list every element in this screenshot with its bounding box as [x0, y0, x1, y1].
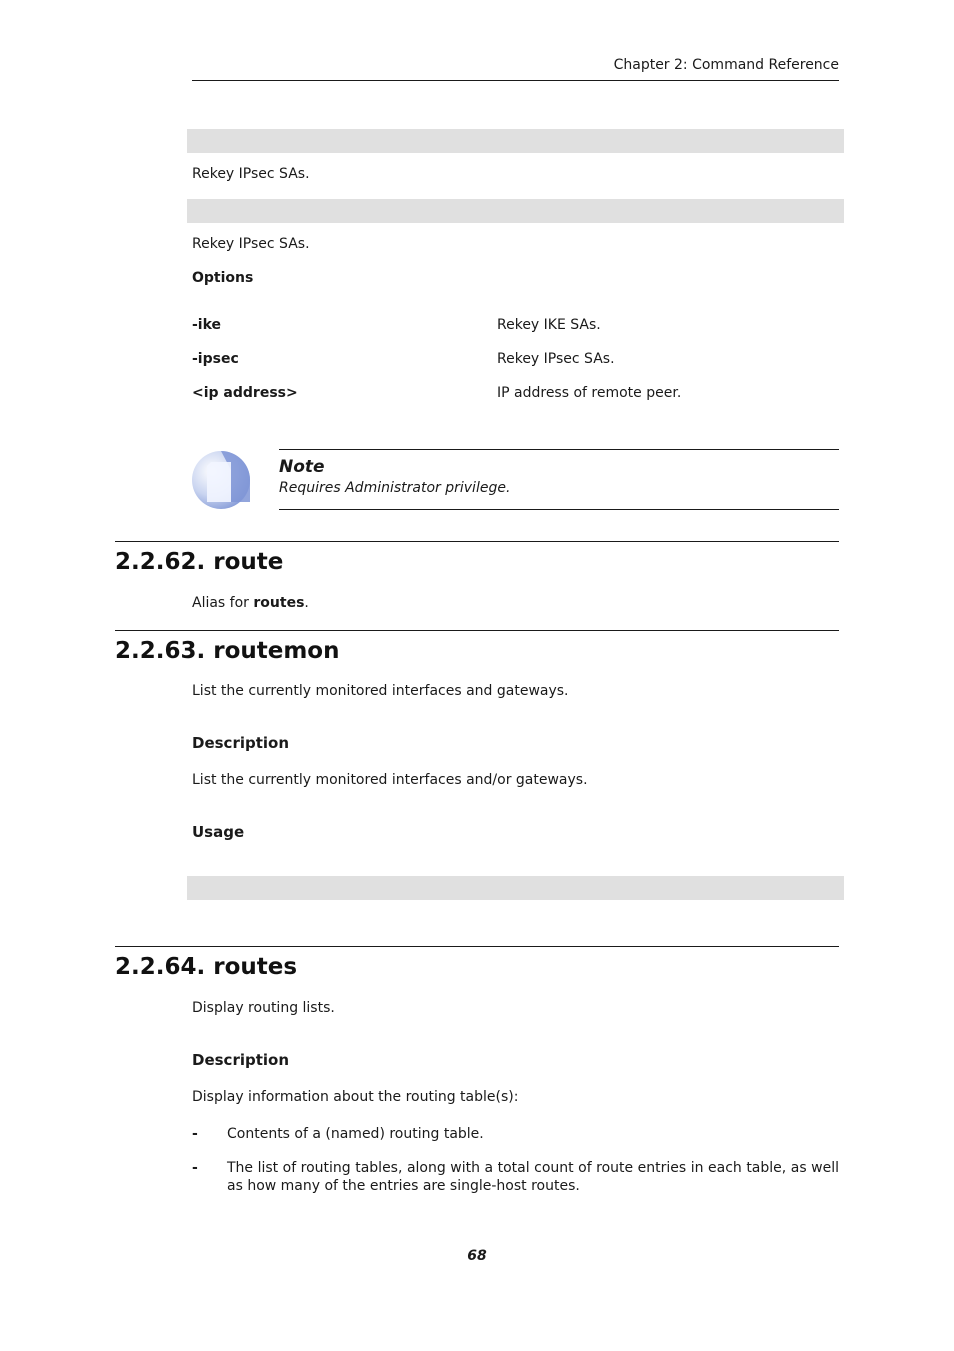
- running-header: Chapter 2: Command Reference: [613, 57, 839, 73]
- option-name: -ike: [192, 317, 222, 333]
- code-block: [187, 129, 844, 153]
- section-rule: [115, 946, 839, 947]
- section-heading-route: 2.2.62. route: [115, 549, 284, 575]
- alias-prefix: Alias for: [192, 595, 254, 611]
- list-item: Contents of a (named) routing table.: [227, 1126, 484, 1142]
- routes-link[interactable]: routes: [253, 595, 305, 611]
- options-heading: Options: [192, 270, 254, 286]
- bullet-marker: -: [192, 1126, 198, 1142]
- bullet-marker: -: [192, 1160, 198, 1176]
- option-desc: Rekey IPsec SAs.: [497, 351, 615, 367]
- routes-description: Display information about the routing table(s):: [192, 1089, 519, 1105]
- section-heading-routemon: 2.2.63. routemon: [115, 638, 340, 664]
- page-number: 68: [467, 1248, 487, 1264]
- alias-suffix: .: [304, 595, 309, 611]
- routemon-description-heading: Description: [192, 734, 290, 752]
- option-desc: Rekey IKE SAs.: [497, 317, 601, 333]
- routemon-usage-heading: Usage: [192, 823, 245, 841]
- paragraph: Rekey IPsec SAs.: [192, 166, 310, 182]
- routemon-summary: List the currently monitored interfaces and gateways.: [192, 683, 569, 699]
- section-heading-routes: 2.2.64. routes: [115, 954, 298, 980]
- note-icon: [191, 450, 251, 510]
- note-top-rule: [279, 449, 839, 450]
- option-name: -ipsec: [192, 351, 239, 367]
- note-title: Note: [279, 457, 325, 477]
- code-block: [187, 199, 844, 223]
- routes-description-heading: Description: [192, 1051, 290, 1069]
- list-item: The list of routing tables, along with a total count of route entries in each table, as well as how many of the entries are single-host routes.: [227, 1160, 839, 1194]
- route-alias-text: [192, 594, 309, 612]
- section-rule: [115, 541, 839, 542]
- routes-summary: Display routing lists.: [192, 1000, 335, 1016]
- routemon-description: List the currently monitored interfaces and/or gateways.: [192, 772, 588, 788]
- note-text: Requires Administrator privilege.: [279, 480, 511, 496]
- note-bottom-rule: [279, 509, 839, 510]
- section-rule: [115, 630, 839, 631]
- option-desc: IP address of remote peer.: [497, 385, 682, 401]
- option-name: <ip address>: [192, 385, 298, 401]
- paragraph: Rekey IPsec SAs.: [192, 236, 310, 252]
- header-rule: [192, 80, 839, 81]
- code-block: [187, 876, 844, 900]
